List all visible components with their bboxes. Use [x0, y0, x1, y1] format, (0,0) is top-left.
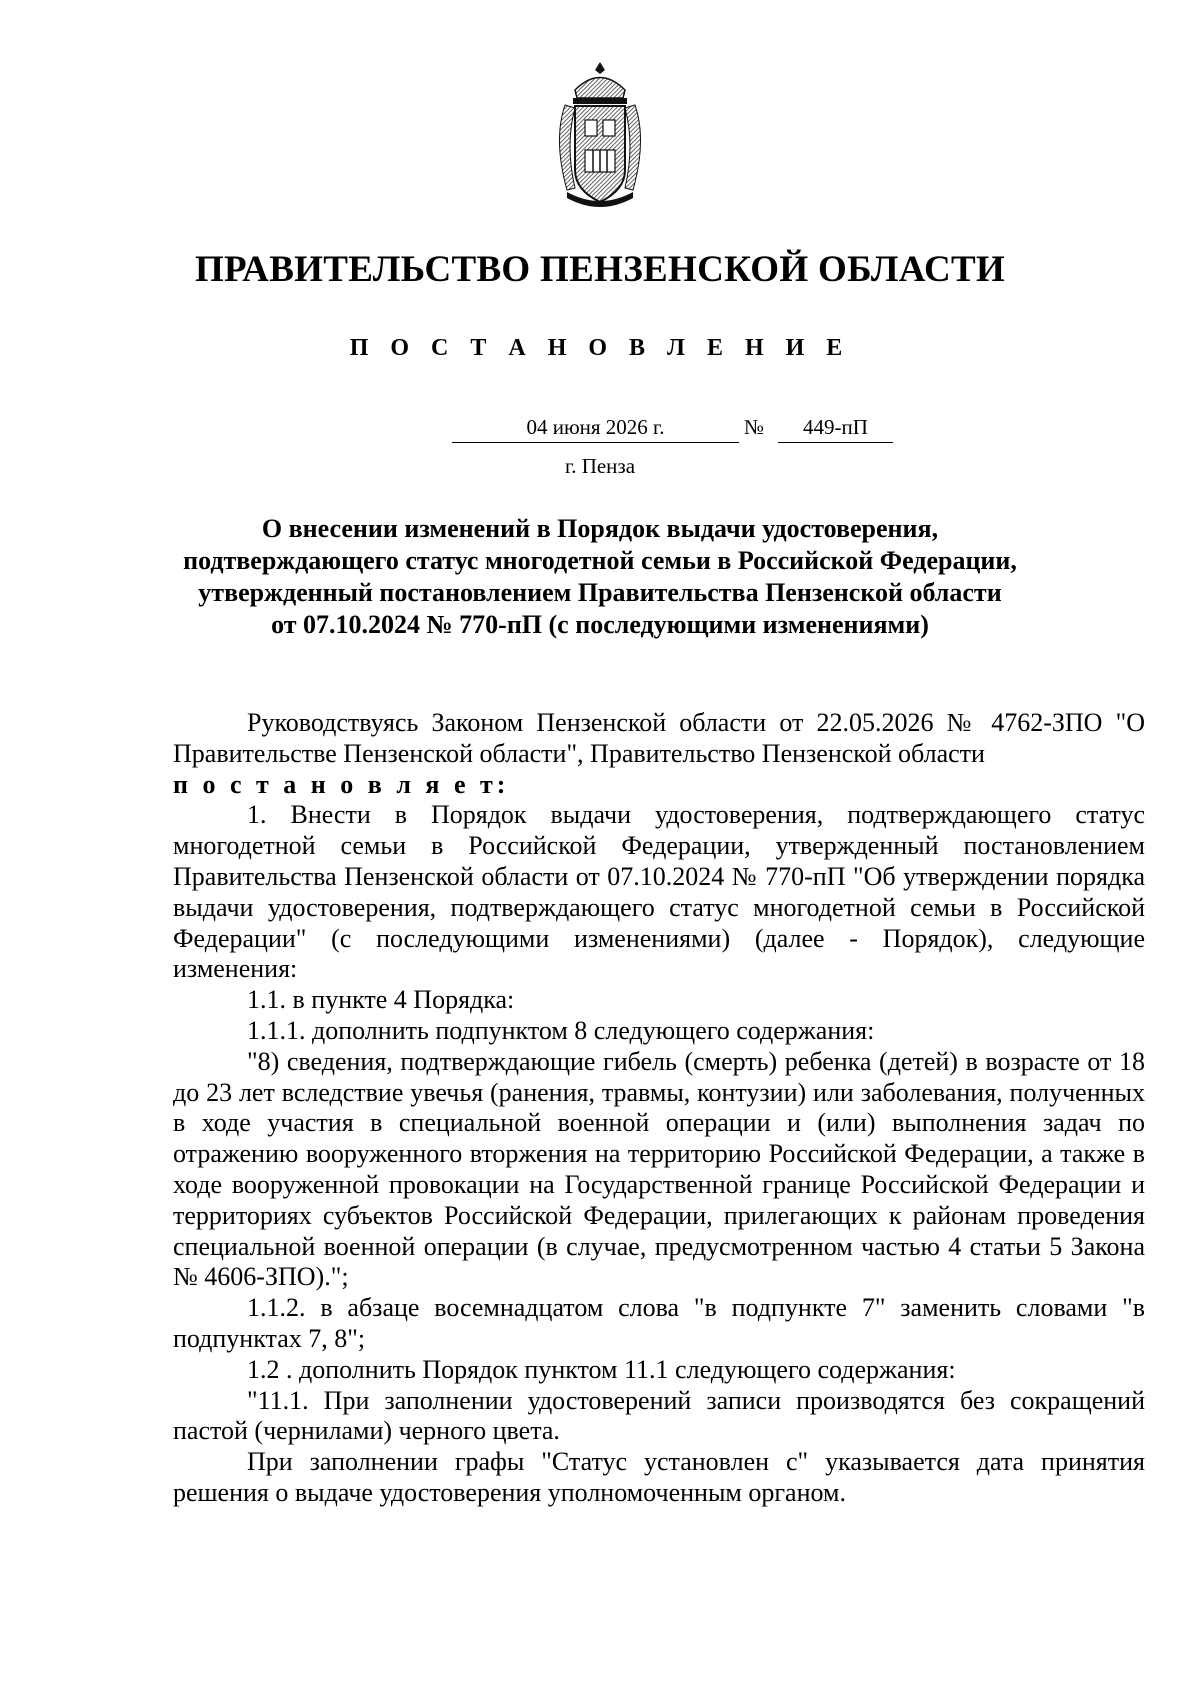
preamble-paragraph: [173, 708, 1145, 770]
coat-of-arms-icon: [545, 60, 655, 210]
subject-line: утвержденный постановлением Правительства Пензенской области: [198, 578, 1002, 607]
decree-word: п о с т а н о в л я е т:: [173, 769, 510, 799]
paragraph-1-2: 1.2 . дополнить Порядок пунктом 11.1 следующего содержания:: [247, 1354, 956, 1384]
paragraph-1-1: 1.1. в пункте 4 Порядка:: [247, 985, 515, 1015]
paragraph-1-1-1: 1.1.1. дополнить подпунктом 8 следующего содержания:: [247, 1015, 875, 1045]
subject-line: О внесении изменений в Порядок выдачи удостоверения,: [261, 514, 939, 543]
paragraph-1-1-2: 1.1.2. в абзаце восемнадцатом слова "в подпункте 7" заменить словами "в подпунктах 7, 8";: [173, 1293, 1145, 1353]
document-number: 449-пП: [778, 413, 893, 443]
document-date: 04 июня 2026 г.: [452, 413, 739, 443]
quoted-item-11-1: "11.1. При заполнении удостоверений записи производятся без сокращений пастой (чернилами) черного цвета.: [173, 1385, 1145, 1446]
subject-line: подтверждающего статус многодетной семьи в Российской Федерации,: [183, 546, 1017, 575]
document-subject: [170, 513, 1030, 641]
subject-line: от 07.10.2024 № 770-пП (с последующими изменениями): [271, 610, 929, 639]
decree-word-paragraph: [173, 770, 1145, 801]
quoted-subitem-8: "8) сведения, подтверждающие гибель (смерть) ребенка (детей) в возрасте от 18 до 23 лет вследствие увечья (ранения, травмы, контузии) или заболевания, полученных в ходе участия в специальной военной операции и (или) выполнения задач по отражению вооруженного вторжения на территорию Российской Федерации, а также в ходе вооруженной провокации на Государственной границе Российской Федерации и территориях субъектов Российской Федерации, прилегающих к районам проведения специальной военной операции (в случае, предусмотренном частью 4 статьи 5 Закона № 4606-ЗПО).";: [173, 1046, 1145, 1292]
number-label: №: [744, 415, 765, 439]
government-title: ПРАВИТЕЛЬСТВО ПЕНЗЕНСКОЙ ОБЛАСТИ: [194, 249, 1006, 290]
document-body: [173, 708, 1145, 1509]
last-paragraph: При заполнении графы "Статус установлен с" указывается дата принятия решения о выдаче удостоверения уполномоченным органом.: [173, 1447, 1145, 1507]
paragraph-1: 1. Внести в Порядок выдачи удостоверения, подтверждающего статус многодетной семьи в Российской Федерации, утвержденный постановлением Правительства Пензенской области от 07.10.2024 № 770-пП "Об утверждении порядка выдачи удостоверения, подтверждающего статус многодетной семьи в Российской Федерации" (с последующими изменениями) (далее - Порядок), следующие изменения:: [173, 800, 1145, 984]
preamble-text: Руководствуясь Законом Пензенской области от 22.05.2026 № 4762-ЗПО "О Правительстве Пензенской области", Правительство Пензенской области: [173, 708, 1145, 768]
document-city: г. Пенза: [564, 454, 636, 478]
document-type: П О С Т А Н О В Л Е Н И Е: [349, 335, 851, 361]
